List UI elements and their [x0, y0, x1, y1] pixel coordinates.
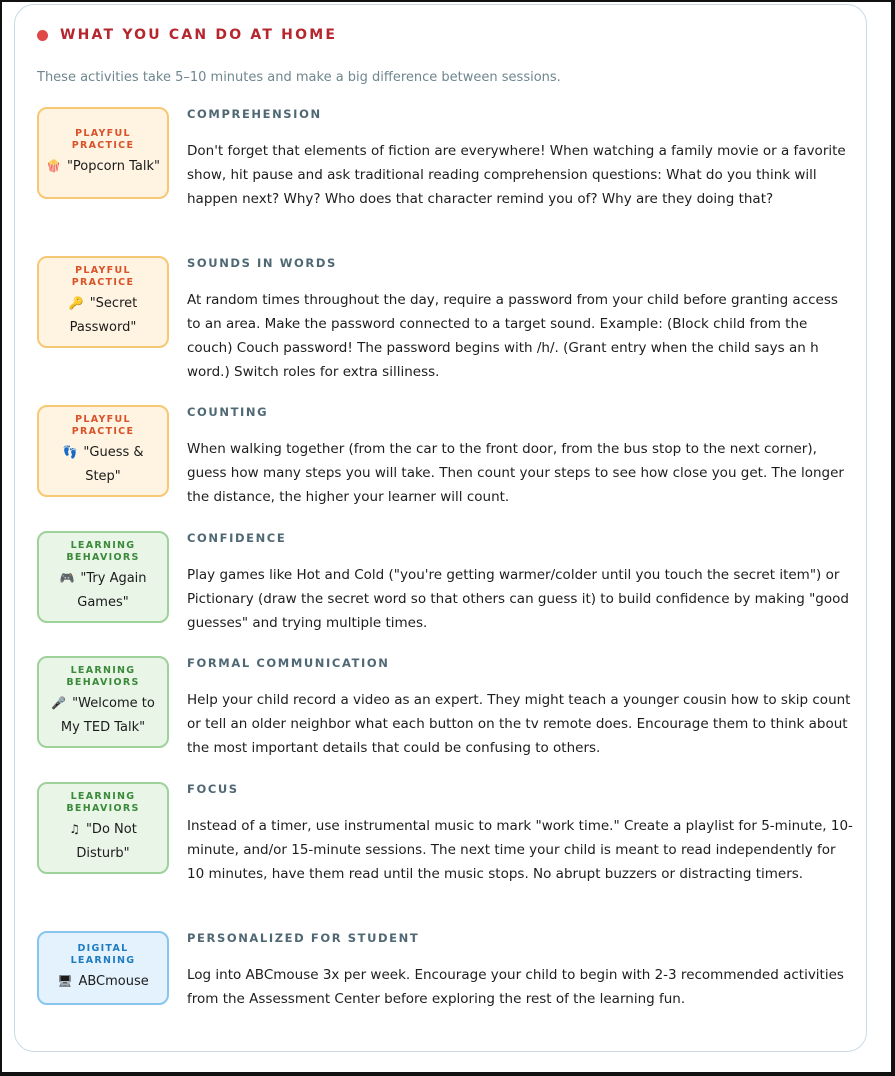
- badge-name: "Popcorn Talk": [66, 158, 160, 174]
- activity-description: Instead of a timer, use instrumental music to mark "work time." Create a playlist for 5-minute, 10-minute, and/or 15-minute sessions. The next time your child is meant to read independently for 10 minutes, have them read until the music stops. No abrupt buzzers or distracting timers.: [187, 818, 853, 882]
- activity-description: Don't forget that elements of fiction are everywhere! When watching a family movie or a favorite show, hit pause and ask traditional reading comprehension questions: What do you think will happen next? Why? Who does that character remind you of? Why are they doing that?: [187, 143, 846, 207]
- footprints-icon: 👣: [62, 444, 78, 459]
- badge-name-row: [44, 440, 162, 489]
- activity-title: CONFIDENCE: [187, 531, 287, 545]
- badge-category: LEARNING BEHAVIORS: [66, 790, 140, 814]
- badge-name-row: [44, 566, 162, 615]
- activity-title: FOCUS: [187, 782, 239, 796]
- activity-title: SOUNDS IN WORDS: [187, 256, 337, 270]
- section-title: WHAT YOU CAN DO AT HOME: [60, 27, 338, 43]
- red-dot-icon: [37, 30, 48, 41]
- activity-badge: [37, 782, 169, 874]
- popcorn-icon: 🍿: [46, 158, 61, 173]
- activity-description: Help your child record a video as an expert. They might teach a younger cousin how to skip count or tell an older neighbor what each button on the tv remote does. Encourage them to think about the most important details that could be confusing to others.: [187, 692, 851, 756]
- badge-name: "Try Again Games": [77, 570, 147, 610]
- badge-category: DIGITAL LEARNING: [70, 942, 136, 966]
- badge-category: PLAYFUL PRACTICE: [71, 127, 135, 151]
- badge-name-row: [44, 154, 162, 179]
- game-controller-icon: 🎮: [59, 570, 75, 585]
- badge-name: "Secret Password": [69, 295, 138, 335]
- home-activities-card: [14, 4, 867, 1052]
- section-intro: These activities take 5–10 minutes and make a big difference between sessions.: [37, 70, 561, 85]
- activity-title: PERSONALIZED FOR STUDENT: [187, 931, 420, 945]
- activity-badge: [37, 405, 169, 497]
- badge-name-row: [44, 969, 162, 994]
- activity-badge: [37, 931, 169, 1005]
- badge-category: PLAYFUL PRACTICE: [71, 264, 135, 288]
- microphone-icon: 🎤: [51, 695, 67, 710]
- badge-name: "Welcome to My TED Talk": [60, 695, 155, 735]
- badge-name: ABCmouse: [78, 973, 149, 989]
- key-icon: 🔑: [68, 295, 84, 310]
- activity-title: COMPREHENSION: [187, 107, 322, 121]
- music-note-icon: ♫: [69, 821, 80, 836]
- badge-name: "Guess & Step": [83, 444, 144, 484]
- badge-category: LEARNING BEHAVIORS: [66, 664, 140, 688]
- badge-name-row: [44, 691, 162, 740]
- activity-description: At random times throughout the day, require a password from your child before granting access to an area. Make the password connected to a target sound. Example: (Block child from the couch) Couch password! The password begins with /h/. (Grant entry when the child says an h word.) Switch roles for extra silliness.: [187, 292, 838, 380]
- section-heading: [37, 27, 337, 43]
- activity-description: Play games like Hot and Cold ("you're getting warmer/colder until you touch the secret item") or Pictionary (draw the secret word so that others can guess it) to build confidence by making "good guesses" and trying multiple times.: [187, 567, 849, 631]
- activity-description: Log into ABCmouse 3x per week. Encourage your child to begin with 2-3 recommended activities from the Assessment Center before exploring the rest of the learning fun.: [187, 967, 844, 1007]
- activity-badge: [37, 107, 169, 199]
- badge-name-row: [44, 817, 162, 866]
- badge-category: LEARNING BEHAVIORS: [66, 539, 140, 563]
- activity-badge: [37, 531, 169, 623]
- badge-category: PLAYFUL PRACTICE: [71, 413, 135, 437]
- activity-badge: [37, 256, 169, 348]
- activity-title: COUNTING: [187, 405, 269, 419]
- activity-title: FORMAL COMMUNICATION: [187, 656, 390, 670]
- activity-description: When walking together (from the car to the front door, from the bus stop to the next corner), guess how many steps you will take. Then count your steps to see how close you get. The longer the distance, the higher your learner will count.: [187, 441, 844, 505]
- activity-badge: [37, 656, 169, 748]
- badge-name-row: [44, 291, 162, 340]
- computer-icon: 🖥: [57, 973, 73, 988]
- badge-name: "Do Not Disturb": [76, 821, 137, 861]
